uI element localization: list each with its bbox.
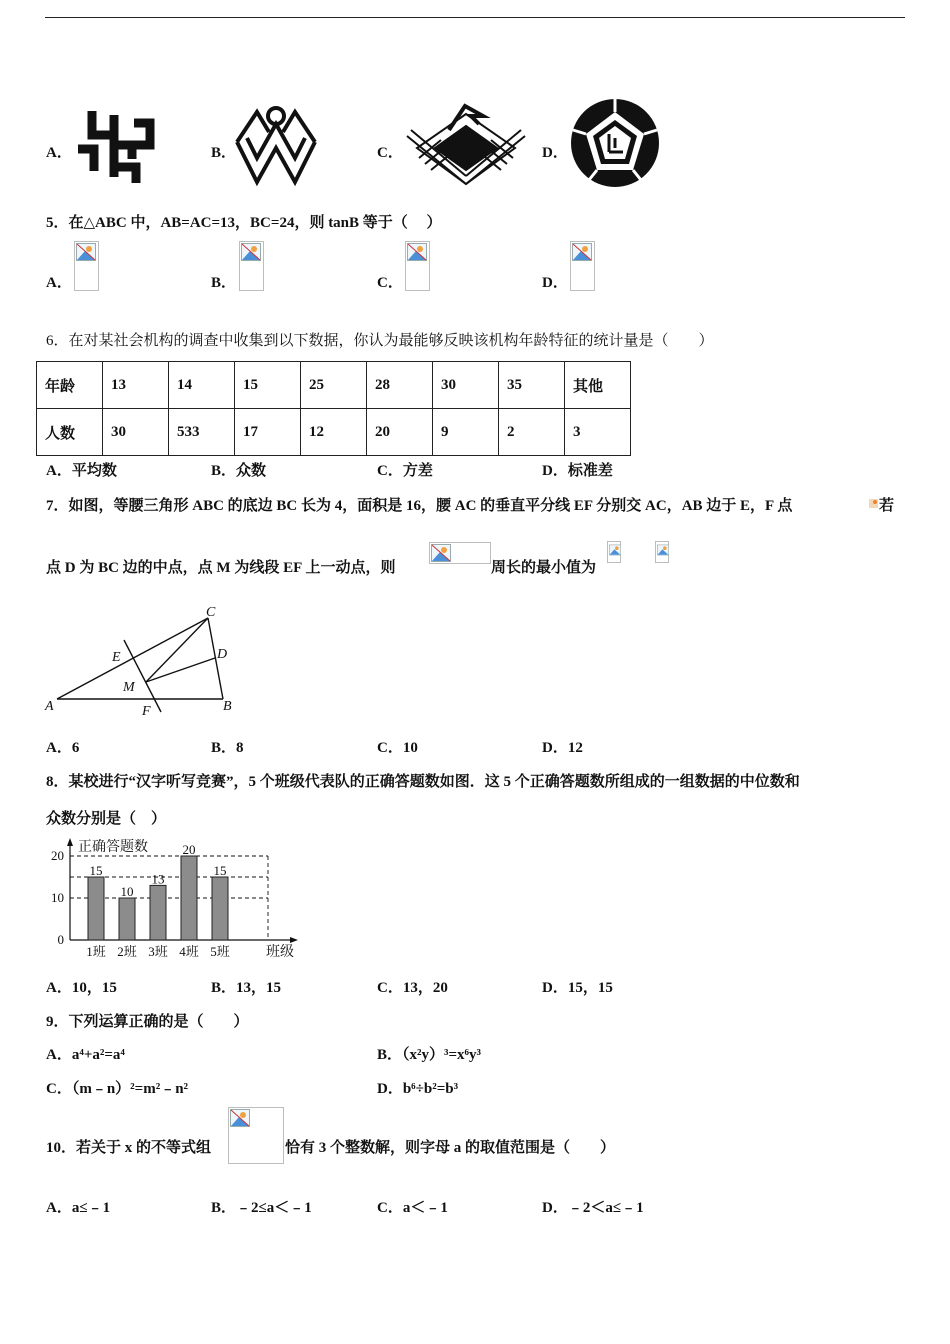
broken-image-icon	[607, 541, 621, 563]
label-e: E	[112, 650, 121, 665]
chevron-symbol-icon	[233, 102, 319, 188]
bar-value-label: 10	[120, 884, 134, 899]
bar	[150, 885, 166, 940]
table-cell: 30	[433, 362, 499, 409]
q9-b-label: B．	[377, 1047, 403, 1063]
q9-stem: 9．下列运算正确的是（ ）	[46, 1014, 249, 1030]
q8-option-a: A．10，15	[46, 980, 117, 996]
bar	[88, 877, 104, 940]
table-cell: 35	[499, 362, 565, 409]
broken-image-icon	[405, 241, 430, 291]
table-row	[37, 409, 631, 456]
q5-option-a: A．	[46, 275, 72, 291]
q9-a-expr: a⁴+a²=a⁴	[71, 1047, 125, 1063]
y-axis-arrow-icon	[67, 838, 73, 846]
table-cell: 17	[235, 409, 301, 456]
q9-c-label: C．	[46, 1081, 72, 1097]
q9-a-label: A．	[46, 1047, 72, 1063]
broken-image-icon	[239, 241, 264, 291]
diamond-symbol-icon	[405, 100, 527, 188]
q8-line1: 8．某校进行“汉字听写竞赛”，5 个班级代表队的正确答题数如图．这 5 个正确答题数所组成的一组数据的中位数和	[46, 774, 800, 790]
table-cell: 30	[103, 409, 169, 456]
broken-image-icon	[869, 499, 879, 509]
table-cell: 9	[433, 409, 499, 456]
q6-option-d: D．标准差	[542, 463, 613, 479]
q7-line2b: 周长的最小值为	[491, 560, 597, 576]
q8-option-b: B．13，15	[211, 980, 282, 996]
table-cell: 533	[169, 409, 235, 456]
bar-value-label: 13	[151, 871, 165, 887]
q9-option-a	[46, 1043, 125, 1064]
x-tick-label: 2班	[117, 944, 137, 959]
triangle-figure	[40, 600, 250, 725]
label-m: M	[123, 680, 135, 695]
table-cell: 年龄	[37, 362, 103, 409]
table-cell: 20	[367, 409, 433, 456]
q10-option-a: A．a≤﹣1	[46, 1200, 111, 1216]
q7-text-b: 若	[879, 498, 895, 514]
q6-option-c: C．方差	[377, 463, 433, 479]
y-tick-label: 20	[51, 848, 64, 863]
broken-image-icon	[429, 542, 491, 564]
table-row	[37, 362, 631, 409]
q8-line2: 众数分别是（ ）	[46, 811, 167, 827]
header-rule	[45, 17, 905, 18]
q4-option-a: A．	[46, 145, 72, 161]
y-tick-label: 10	[51, 890, 64, 905]
table-cell: 其他	[565, 362, 631, 409]
q9-option-d	[377, 1077, 458, 1098]
q4-option-c: C．	[377, 145, 403, 161]
q10-option-b: B．﹣2≤a＜﹣1	[211, 1200, 312, 1216]
q9-b-expr: （x²y）³=x⁶y³	[402, 1047, 482, 1063]
bar	[119, 898, 135, 940]
bar	[181, 856, 197, 940]
label-c: C	[206, 605, 216, 620]
q4-option-b: B．	[211, 145, 237, 161]
bar-value-label: 20	[182, 842, 196, 857]
table-cell: 12	[301, 409, 367, 456]
age-table	[36, 361, 631, 456]
label-b: B	[223, 699, 232, 714]
q10-stem-b: 恰有 3 个整数解，则字母 a 的取值范围是（ ）	[285, 1140, 616, 1156]
q7-option-c: C．10	[377, 740, 418, 756]
y-axis-label: 正确答题数	[78, 840, 148, 855]
x-axis-label: 班级	[266, 945, 294, 960]
q9-option-b	[377, 1043, 481, 1064]
broken-image-icon	[74, 241, 99, 291]
bar-value-label: 15	[89, 863, 103, 878]
bar-value-label: 15	[213, 863, 227, 878]
q9-option-c	[46, 1077, 188, 1098]
q7-option-b: B．8	[211, 740, 244, 756]
pentagon-symbol-icon	[570, 98, 660, 188]
q8-option-c: C．13，20	[377, 980, 448, 996]
q10-option-d: D．﹣2＜a≤﹣1	[542, 1200, 644, 1216]
table-cell: 28	[367, 362, 433, 409]
table-cell: 15	[235, 362, 301, 409]
q8-option-d: D．15，15	[542, 980, 613, 996]
fret-symbol-icon	[74, 105, 156, 187]
label-a: A	[45, 699, 54, 714]
bar	[212, 877, 228, 940]
broken-image-icon	[228, 1107, 284, 1164]
table-cell: 2	[499, 409, 565, 456]
y-tick-label: 0	[57, 932, 64, 947]
q6-option-a: A．平均数	[46, 463, 117, 479]
q7-text-a: 7．如图，等腰三角形 ABC 的底边 BC 长为 4，面积是 16，腰 AC 的垂直平分线 EF 分别交 AC，AB 边于 E，F 点	[46, 498, 793, 514]
broken-image-icon	[570, 241, 595, 291]
q7-option-a: A．6	[46, 740, 80, 756]
broken-image-icon	[655, 541, 669, 563]
x-axis-arrow-icon	[290, 937, 298, 943]
table-cell: 14	[169, 362, 235, 409]
table-cell: 13	[103, 362, 169, 409]
x-tick-label: 1班	[86, 944, 106, 959]
bar-chart	[48, 836, 300, 964]
q10-stem-a: 10．若关于 x 的不等式组	[46, 1140, 212, 1156]
table-cell: 人数	[37, 409, 103, 456]
q5-option-c: C．	[377, 275, 403, 291]
label-f: F	[142, 704, 151, 719]
label-d: D	[217, 647, 228, 662]
x-tick-label: 4班	[179, 944, 199, 959]
q7-option-d: D．12	[542, 740, 583, 756]
q7-line2a: 点 D 为 BC 边的中点，点 M 为线段 EF 上一动点，则	[46, 560, 396, 576]
q9-c-expr: （m﹣n）²=m²﹣n²	[71, 1081, 189, 1097]
q6-stem: 6．在对某社会机构的调查中收集到以下数据，你认为最能够反映该机构年龄特征的统计量是（ ）	[46, 333, 714, 349]
table-cell: 3	[565, 409, 631, 456]
x-tick-label: 5班	[210, 944, 230, 959]
q6-option-b: B．众数	[211, 463, 267, 479]
x-tick-label: 3班	[148, 944, 168, 959]
q5-stem: 5．在△ABC 中，AB=AC=13，BC=24，则 tanB 等于（ ）	[46, 215, 442, 231]
q5-option-b: B．	[211, 275, 237, 291]
q10-option-c: C．a＜﹣1	[377, 1200, 448, 1216]
q9-d-label: D．	[377, 1081, 403, 1097]
table-cell: 25	[301, 362, 367, 409]
q4-option-d: D．	[542, 145, 568, 161]
q9-d-expr: b⁶÷b²=b³	[402, 1081, 459, 1097]
q5-option-d: D．	[542, 275, 568, 291]
q7-line1	[46, 494, 792, 515]
